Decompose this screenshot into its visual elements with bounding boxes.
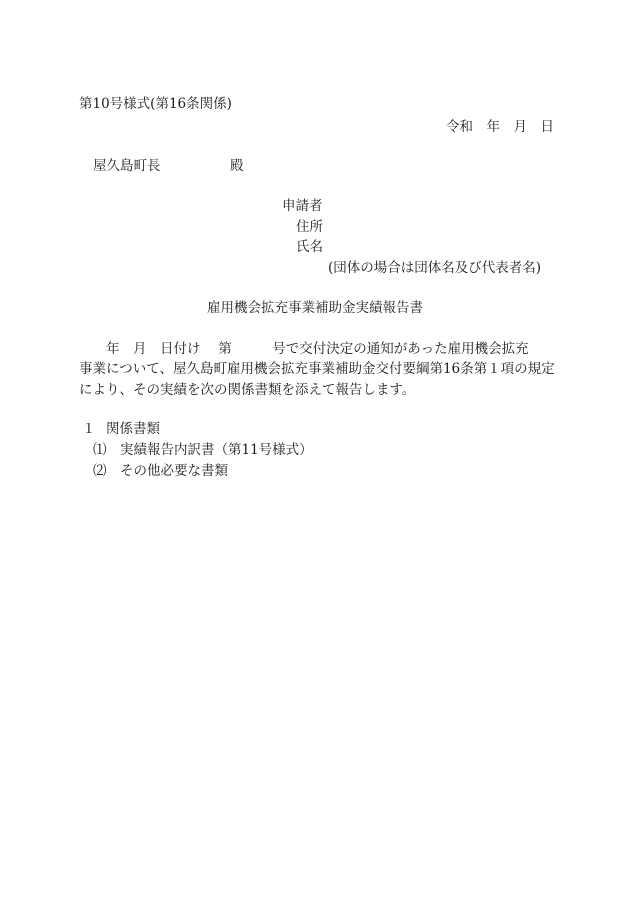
group-note: (団体の場合は団体名及び代表者名): [328, 260, 542, 276]
body-text-line: により、その実績を次の関係書類を添えて報告します。: [79, 382, 416, 398]
list-item-text: 実績報告内訳書（第11号様式）: [120, 442, 313, 458]
document-title: 雇用機会拡充事業補助金実績報告書: [207, 300, 423, 316]
list-item-text: その他必要な書類: [120, 463, 228, 479]
applicant-label: 申請者: [282, 198, 323, 214]
date-line: 令和 年 月 日: [446, 119, 554, 135]
list-item-number: ⑴: [93, 442, 107, 458]
section-title: 関係書類: [106, 421, 160, 437]
section-number: １: [82, 421, 96, 437]
addressee-honorific: 殿: [230, 158, 244, 174]
addressee-name: 屋久島町長: [93, 158, 161, 174]
form-number: 第10号様式(第16条関係): [79, 96, 232, 112]
body-text-line: 年 月 日付け 第 号で交付決定の通知があった雇用機会拡充: [79, 341, 529, 357]
body-text-line: 事業について、屋久島町雇用機会拡充事業補助金交付要綱第16条第１項の規定: [79, 361, 555, 377]
address-label: 住所: [296, 219, 323, 235]
list-item-number: ⑵: [93, 463, 107, 479]
name-label: 氏名: [296, 239, 323, 255]
